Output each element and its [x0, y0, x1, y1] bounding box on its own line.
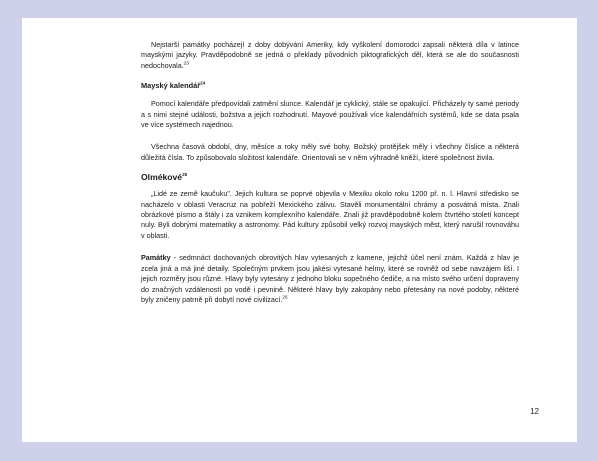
paragraph-text: Nejstarší památky pocházejí z doby dobývání Ameriky, kdy vyškolení domorodci zapsali některá díla v latince mayskými jazyky. Pravděpodobně se jedná o překlady původních piktografických děl, která se ale do současnosti nedochovala. — [141, 40, 519, 70]
paragraph-oldest-monuments — [141, 40, 519, 71]
paragraph-calendar-gods: Všechna časová období, dny, měsíce a roky měly své bohy. Božský protějšek měly i všechny číslice a některá důležitá čísla. To způsobovalo složitost kalendáře. Orientovali se v něm výhradně kněží, které společnost živila. — [141, 142, 519, 162]
monuments-label: Památky — [141, 253, 171, 263]
heading-text: Olmékové — [141, 172, 183, 183]
page-content — [141, 40, 519, 305]
footnote-ref: 25 — [182, 172, 188, 178]
paragraph-monuments — [141, 253, 519, 305]
paragraph-calendar-eclipses: Pomocí kalendáře předpovídali zatmění slunce. Kalendář je cyklický, stále se opakující. Přicházely ty samé periody a s nimi stejné události, božstva a jejich rozhodnutí. Mayové používali více kalendářních systémů, kde se data psala ve více systémech najednou. — [141, 99, 519, 130]
footnote-ref: 23 — [183, 60, 189, 66]
paragraph-olmec-culture: „Lidé ze země kaučuku". Jejich kultura se poprvé objevila v Mexiku okolo roku 1200 př. n. l. Hlavní středisko se nacházelo v oblasti Veracruz na pobřeží Mexického zálivu. Stavěli monumentální chrámy a posvátná místa. Znali obrázkové písmo a štály i za vznikem komplexního kalendáře. Znali již pravděpodobně kolem čtvrtého století koncept nuly. Byli dobrými matematiky a astronomy. Pád kultury způsobil velký rozvoj mayských měst, který narušil rovnováhu v oblasti. — [141, 189, 519, 240]
footnote-ref: 26 — [282, 294, 288, 300]
heading-olmecs — [141, 172, 519, 182]
paragraph-text: - sedmnáct dochovaných obrovitých hlav vytesaných z kamene, jejichž účel není znám. Každá z hlav je zcela jiná a má jiné detaily. Společným prvkem jsou jakési vytesané helmy, které se rovněž od sebe navzájem liší. I jejich rozměry jsou různé. Hlavy byly vytesány z jednoho bloku sopečného čediče, a na místo svého určení dopraveny do značných vzdáleností po vodě i pevnině. Některé hlavy byly zakopány nebo přetesány na nové podoby, některé byly zničeny patrně při dobytí nové civilizací. — [141, 253, 519, 304]
page-number: 12 — [530, 407, 539, 416]
footnote-ref: 24 — [200, 80, 206, 86]
document-page — [22, 18, 577, 442]
heading-mayan-calendar — [141, 81, 519, 91]
heading-text: Mayský kalendář — [141, 81, 201, 91]
